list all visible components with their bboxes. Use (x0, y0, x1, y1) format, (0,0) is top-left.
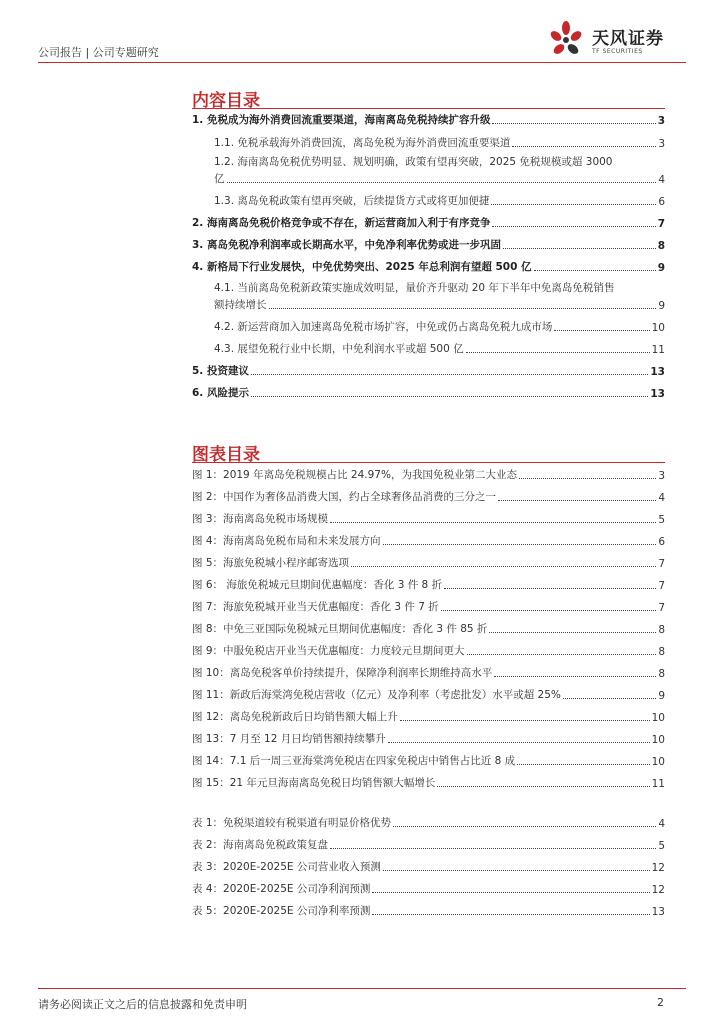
figure-entry[interactable] (192, 510, 665, 526)
leader-dots (388, 742, 650, 743)
figure-entry-label: 图 2：中国作为奢侈品消费大国，约占全球奢侈品消费的三分之一 (192, 491, 497, 503)
figure-entry-page: 8 (658, 624, 665, 636)
figure-entry-label: 图 1：2019 年离岛免税规模占比 24.97%，为我国免税业第二大业态 (192, 469, 517, 481)
leader-dots (492, 123, 655, 124)
toc-entry[interactable] (192, 214, 665, 230)
figure-entry[interactable] (192, 686, 665, 702)
table-entry-label: 表 5：2020E-2025E 公司净利率预测 (192, 905, 371, 917)
flower-logo-icon (544, 18, 588, 62)
leader-dots (393, 826, 656, 827)
figure-entry[interactable] (192, 774, 665, 790)
leader-dots (494, 676, 656, 677)
figure-entry-page: 10 (651, 756, 665, 768)
figure-entry[interactable] (192, 554, 665, 570)
toc-entry-label: 4.1. 当前离岛免税新政策实施成效明显，量价齐升驱动 20 年下半年中免离岛免税销售 (214, 282, 615, 294)
leader-dots (489, 632, 656, 633)
toc-entry[interactable] (192, 362, 665, 378)
leader-dots (466, 352, 650, 353)
toc-entry-page: 4 (658, 174, 665, 186)
toc-entry-label: 1.2. 海南离岛免税优势明显、规划明确，政策有望再突破，2025 免税规模或超 3000 (214, 156, 613, 168)
toc-entry-label: 1.1. 免税承载海外消费回流，离岛免税为海外消费回流重要渠道 (214, 137, 511, 149)
table-entry[interactable] (192, 902, 665, 918)
figure-entry[interactable] (192, 708, 665, 724)
toc-entry[interactable] (192, 236, 665, 252)
leader-dots (269, 308, 657, 309)
leader-dots (372, 892, 649, 893)
table-entry[interactable] (192, 880, 665, 896)
toc-entry-label: 4.2. 新运营商加入加速离岛免税市场扩容，中免或仍占离岛免税九成市场 (214, 321, 553, 333)
table-entry-page: 13 (651, 906, 665, 918)
toc-entry-page: 9 (658, 300, 665, 312)
figure-entry[interactable] (192, 642, 665, 658)
table-entry-page: 4 (658, 818, 665, 830)
leader-dots (383, 870, 650, 871)
toc-entry[interactable] (214, 318, 665, 334)
leader-dots (563, 698, 656, 699)
toc-entry[interactable] (214, 280, 665, 312)
toc-entry[interactable] (214, 192, 665, 208)
figure-entry-page: 10 (651, 712, 665, 724)
table-entry-page: 12 (651, 862, 665, 874)
toc-entry-label: 4.3. 展望免税行业中长期，中免利润水平或超 500 亿 (214, 343, 464, 355)
figure-entry-page: 11 (651, 778, 665, 790)
figure-entry-label: 图 12：离岛免税新政后日均销售额大幅上升 (192, 711, 398, 723)
toc-title: 内容目录 (192, 91, 260, 111)
figure-entry-page: 7 (658, 602, 665, 614)
figure-entry-label: 图 13：7 月至 12 月日均销售额持续攀升 (192, 733, 386, 745)
figure-entry-page: 5 (658, 514, 665, 526)
toc-entry-page: 8 (657, 240, 665, 252)
figure-entry-page: 7 (658, 558, 665, 570)
figure-entry-label: 图 4：海南离岛免税布局和未来发展方向 (192, 535, 381, 547)
table-entry-page: 12 (651, 884, 665, 896)
figure-entry[interactable] (192, 488, 665, 504)
figures-title: 图表目录 (192, 445, 260, 465)
leader-dots (467, 654, 657, 655)
header-divider (38, 62, 686, 63)
toc-entry-page: 7 (657, 218, 665, 230)
figure-entry-label: 图 5：海旅免税城小程序邮寄选项 (192, 557, 350, 569)
leader-dots (519, 478, 656, 479)
figure-entry[interactable] (192, 752, 665, 768)
brand-logo (544, 18, 674, 62)
figure-entry[interactable] (192, 664, 665, 680)
table-entry-label: 表 4：2020E-2025E 公司净利润预测 (192, 883, 371, 895)
table-entry[interactable] (192, 858, 665, 874)
brand-name: 天风证券 (592, 29, 664, 49)
figure-entry[interactable] (192, 598, 665, 614)
toc-entry-label-continued: 额持续增长 (214, 299, 267, 311)
brand-subtitle: TF SECURITIES (592, 48, 643, 55)
leader-dots (437, 786, 649, 787)
leader-dots (330, 848, 656, 849)
table-entry-label: 表 2：海南离岛免税政策复盘 (192, 839, 329, 851)
leader-dots (517, 764, 650, 765)
figure-entry[interactable] (192, 532, 665, 548)
figure-entry-page: 9 (658, 690, 665, 702)
toc-entry-page: 11 (651, 344, 665, 356)
toc-entry[interactable] (214, 340, 665, 356)
table-entry-label: 表 3：2020E-2025E 公司营业收入预测 (192, 861, 381, 873)
toc-entry-page: 3 (657, 115, 665, 127)
toc-entry[interactable] (214, 134, 665, 150)
toc-entry-label: 5. 投资建议 (192, 365, 249, 377)
leader-dots (512, 146, 656, 147)
leader-dots (251, 374, 648, 375)
figure-entry[interactable] (192, 620, 665, 636)
figure-entry-page: 8 (658, 646, 665, 658)
figure-entry-page: 6 (658, 536, 665, 548)
leader-dots (444, 588, 656, 589)
figure-entry-label: 图 10：离岛免税客单价持续提升，保障净利润率长期维持高水平 (192, 667, 493, 679)
toc-entry-page: 13 (650, 388, 665, 400)
toc-entry[interactable] (192, 258, 665, 274)
leader-dots (400, 720, 650, 721)
figure-entry-label: 图 6： 海旅免税城元旦期间优惠幅度：香化 3 件 8 折 (192, 579, 443, 591)
toc-entry-page: 10 (651, 322, 665, 334)
figure-entry-page: 8 (658, 668, 665, 680)
page-header (38, 29, 686, 62)
leader-dots (372, 914, 649, 915)
toc-entry-label: 4. 新格局下行业发展快，中免优势突出、2025 年总利润有望超 500 亿 (192, 261, 532, 273)
table-entry[interactable] (192, 814, 665, 830)
toc-entry-label-continued: 亿 (214, 173, 225, 185)
toc-entry-label: 6. 风险提示 (192, 387, 249, 399)
figure-entry-label: 图 15：21 年元旦海南离岛免税日均销售额大幅增长 (192, 777, 436, 789)
toc-entry-page: 13 (650, 366, 665, 378)
leader-dots (491, 204, 656, 205)
figure-entry-label: 图 8：中免三亚国际免税城元旦期间优惠幅度：香化 3 件 85 折 (192, 623, 488, 635)
toc-entry[interactable] (214, 154, 665, 186)
leader-dots (227, 182, 657, 183)
leader-dots (330, 522, 656, 523)
table-entry[interactable] (192, 836, 665, 852)
leader-dots (351, 566, 656, 567)
figure-entry-label: 图 11：新政后海棠湾免税店营收（亿元）及净利率（考虑批发）水平或超 25% (192, 689, 561, 701)
leader-dots (554, 330, 649, 331)
figure-entry-page: 10 (651, 734, 665, 746)
figure-entry-label: 图 3：海南离岛免税市场规模 (192, 513, 329, 525)
figure-entry-label: 图 7：海旅免税城开业当天优惠幅度：香化 3 件 7 折 (192, 601, 439, 613)
toc-entry-label: 1.3. 离岛免税政策有望再突破，后续提货方式或将更加便捷 (214, 195, 490, 207)
toc-entry-page: 3 (658, 138, 665, 150)
leader-dots (251, 396, 648, 397)
toc-entry-label: 2. 海南离岛免税价格竞争或不存在，新运营商加入利于有序竞争 (192, 217, 491, 229)
figure-entry-label: 图 9：中服免税店开业当天优惠幅度：力度较元旦期间更大 (192, 645, 465, 657)
leader-dots (492, 226, 655, 227)
figure-entry[interactable] (192, 730, 665, 746)
toc-entry[interactable] (192, 384, 665, 400)
toc-entry-label: 3. 离岛免税净利润率或长期高水平，中免净利率优势或进一步巩固 (192, 239, 501, 251)
figures-title-divider (192, 462, 665, 463)
toc-entry-page: 9 (657, 262, 665, 274)
toc-entry-page: 6 (658, 196, 665, 208)
leader-dots (503, 248, 656, 249)
toc-entry[interactable] (192, 111, 665, 127)
figure-entry[interactable] (192, 576, 665, 592)
table-entry-label: 表 1：免税渠道较有税渠道有明显价格优势 (192, 817, 392, 829)
breadcrumb: 公司报告 | 公司专题研究 (38, 46, 159, 59)
toc-title-divider (192, 108, 665, 109)
footer-divider (38, 988, 686, 989)
figure-entry-page: 4 (658, 492, 665, 504)
figure-entry[interactable] (192, 466, 665, 482)
leader-dots (498, 500, 656, 501)
figure-entry-page: 3 (658, 470, 665, 482)
leader-dots (383, 544, 657, 545)
toc-entry-label: 1. 免税成为海外消费回流重要渠道，海南离岛免税持续扩容升级 (192, 114, 491, 126)
leader-dots (441, 610, 657, 611)
figure-entry-page: 7 (658, 580, 665, 592)
page-number: 2 (657, 996, 664, 1009)
footer-disclaimer: 请务必阅读正文之后的信息披露和免责申明 (38, 998, 247, 1011)
figure-entry-label: 图 14：7.1 后一周三亚海棠湾免税店在四家免税店中销售占比近 8 成 (192, 755, 516, 767)
leader-dots (534, 270, 656, 271)
table-entry-page: 5 (658, 840, 665, 852)
